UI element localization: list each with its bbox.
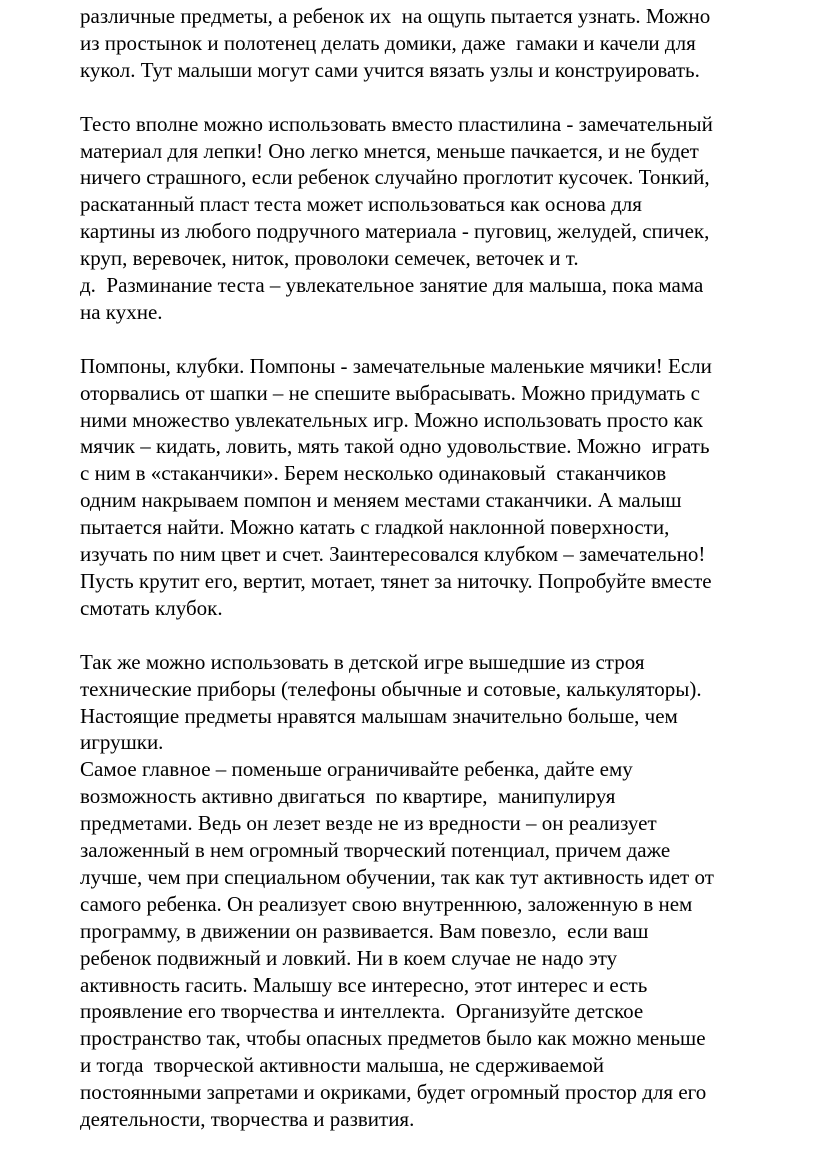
text-line: Помпоны, клубки. Помпоны - замечательные маленькие мячики! Если [80, 353, 712, 378]
text-line: с ним в «стаканчики». Берем несколько одинаковый стаканчиков [80, 461, 667, 486]
text-line: самого ребенка. Он реализует свою внутреннюю, заложенную в нем [80, 891, 693, 916]
paragraph-gap [80, 622, 805, 649]
text-line: изучать по ним цвет и счет. Заинтересовался клубком – замечательно! [80, 542, 706, 567]
text-line: кукол. Тут малыши могут сами учится вязать узлы и конструировать. [80, 57, 700, 82]
text-line: одним накрываем помпон и меняем местами стаканчики. А малыш [80, 488, 682, 513]
text-line: Так же можно использовать в детской игре вышедшие из строя [80, 649, 645, 674]
text-line: Настоящие предметы нравятся малышам значительно больше, чем [80, 703, 678, 728]
paragraph-gap [80, 84, 805, 111]
text-line: технические приборы (телефоны обычные и сотовые, калькуляторы). [80, 676, 702, 701]
text-line: постоянными запретами и окриками, будет огромный простор для его [80, 1080, 707, 1105]
text-line: материал для лепки! Оно легко мнется, меньше пачкается, и не будет [80, 138, 699, 163]
text-line: смотать клубок. [80, 595, 223, 620]
text-line: возможность активно двигаться по квартире, манипулируя [80, 784, 616, 809]
text-line: круп, веревочек, ниток, проволоки семечек, веточек и т. [80, 246, 579, 271]
text-line: программу, в движении он развивается. Вам повезло, если ваш [80, 918, 649, 943]
text-line: ничего страшного, если ребенок случайно проглотит кусочек. Тонкий, [80, 165, 710, 190]
text-line: пространство так, чтобы опасных предметов было как можно меньше [80, 1026, 706, 1051]
text-line: на кухне. [80, 299, 163, 324]
paragraph-devices [80, 649, 805, 1133]
text-line: заложенный в нем огромный творческий потенциал, причем даже [80, 838, 671, 863]
text-line: деятельности, творчества и развития. [80, 1107, 415, 1132]
paragraph-soft-items [80, 3, 805, 84]
text-line: Самое главное – поменьше ограничивайте ребенка, дайте ему [80, 757, 633, 782]
paragraph-dough [80, 111, 805, 326]
text-line: лучше, чем при специальном обучении, так как тут активность идет от [80, 864, 714, 889]
text-line: игрушки. [80, 730, 164, 755]
text-line: Тесто вполне можно использовать вместо пластилина - замечательный [80, 111, 713, 136]
text-line: из простынок и полотенец делать домики, даже гамаки и качели для [80, 30, 696, 55]
document-page [80, 3, 805, 1133]
text-line: д. Разминание теста – увлекательное занятие для малыша, пока мама [80, 273, 704, 298]
text-line: и тогда творческой активности малыша, не сдерживаемой [80, 1053, 604, 1078]
text-line: проявление его творчества и интеллекта. Организуйте детское [80, 999, 644, 1024]
text-line: Пусть крутит его, вертит, мотает, тянет за ниточку. Попробуйте вместе [80, 569, 712, 593]
paragraph-pompoms [80, 353, 805, 622]
text-line: мячик – кидать, ловить, мять такой одно удовольствие. Можно играть [80, 434, 710, 459]
text-line: активность гасить. Малышу все интересно, этот интерес и есть [80, 972, 648, 997]
text-line: оторвались от шапки – не спешите выбрасывать. Можно придумать с [80, 380, 700, 405]
text-line: раскатанный пласт теста может использоваться как основа для [80, 192, 642, 217]
text-line: картины из любого подручного материала - пуговиц, желудей, спичек, [80, 219, 710, 244]
text-line: различные предметы, а ребенок их на ощупь пытается узнать. Можно [80, 4, 711, 28]
text-line: ними множество увлекательных игр. Можно использовать просто как [80, 407, 703, 432]
text-line: предметами. Ведь он лезет везде не из вредности – он реализует [80, 811, 657, 836]
text-line: пытается найти. Можно катать с гладкой наклонной поверхности, [80, 515, 670, 540]
paragraph-gap [80, 326, 805, 353]
text-line: ребенок подвижный и ловкий. Ни в коем случае не надо эту [80, 945, 618, 970]
